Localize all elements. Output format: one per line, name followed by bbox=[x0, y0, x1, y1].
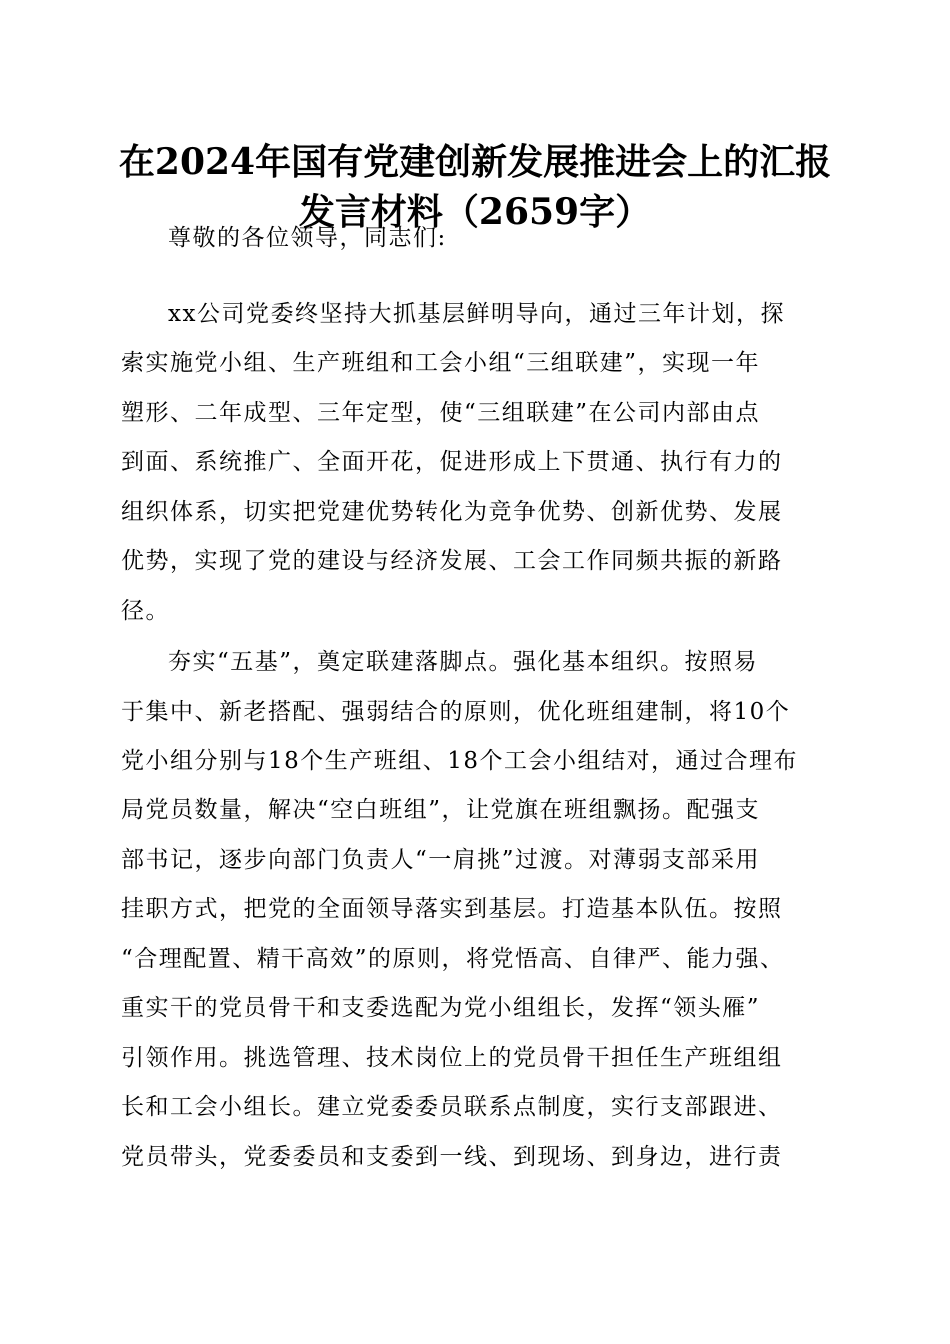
paragraph-line: 挂职方式，把党的全面领导落实到基层。打造基本队伍。按照 bbox=[121, 896, 783, 922]
paragraph-line: 部书记，逐步向部门负责人“一肩挑”过渡。对薄弱支部采用 bbox=[121, 847, 761, 873]
document-title-line-1: 在2024年国有党建创新发展推进会上的汇报 bbox=[118, 141, 832, 183]
paragraph-line: 夯实“五基”，奠定联建落脚点。强化基本组织。按照易 bbox=[168, 649, 759, 675]
paragraph-line: 组织体系，切实把党建优势转化为竞争优势、创新优势、发展 bbox=[121, 499, 783, 525]
paragraph-line: xx公司党委终坚持大抓基层鲜明导向，通过三年计划，探 bbox=[168, 301, 785, 327]
paragraph-line: 引领作用。挑选管理、技术岗位上的党员骨干担任生产班组组 bbox=[121, 1045, 783, 1071]
paragraph-line: 党员带头，党委委员和支委到一线、到现场、到身边，进行责 bbox=[121, 1144, 783, 1170]
paragraph-line: “合理配置、精干高效”的原则，将党悟高、自律严、能力强、 bbox=[121, 946, 785, 972]
paragraph-line: 径。 bbox=[121, 598, 170, 624]
paragraph-line: 塑形、二年成型、三年定型，使“三组联建”在公司内部由点 bbox=[121, 400, 761, 426]
paragraph-line: 重实干的党员骨干和支委选配为党小组组长，发挥“领头雁” bbox=[121, 995, 761, 1021]
salutation: 尊敬的各位领导，同志们: bbox=[168, 225, 447, 251]
paragraph-line: 于集中、新老搭配、强弱结合的原则，优化班组建制，将10个 bbox=[121, 699, 791, 725]
paragraph-line: 局党员数量，解决“空白班组”，让党旗在班组飘扬。配强支 bbox=[121, 797, 761, 823]
document-title-line-2: 发言材料（2659字） bbox=[298, 191, 652, 233]
paragraph-line: 优势，实现了党的建设与经济发展、工会工作同频共振的新路 bbox=[121, 548, 783, 574]
paragraph-line: 索实施党小组、生产班组和工会小组“三组联建”，实现一年 bbox=[121, 350, 761, 376]
paragraph-line: 到面、系统推广、全面开花，促进形成上下贯通、执行有力的 bbox=[121, 449, 783, 475]
paragraph-line: 长和工会小组长。建立党委委员联系点制度，实行支部跟进、 bbox=[121, 1094, 783, 1120]
paragraph-line: 党小组分别与18个生产班组、18个工会小组结对，通过合理布 bbox=[121, 748, 799, 774]
